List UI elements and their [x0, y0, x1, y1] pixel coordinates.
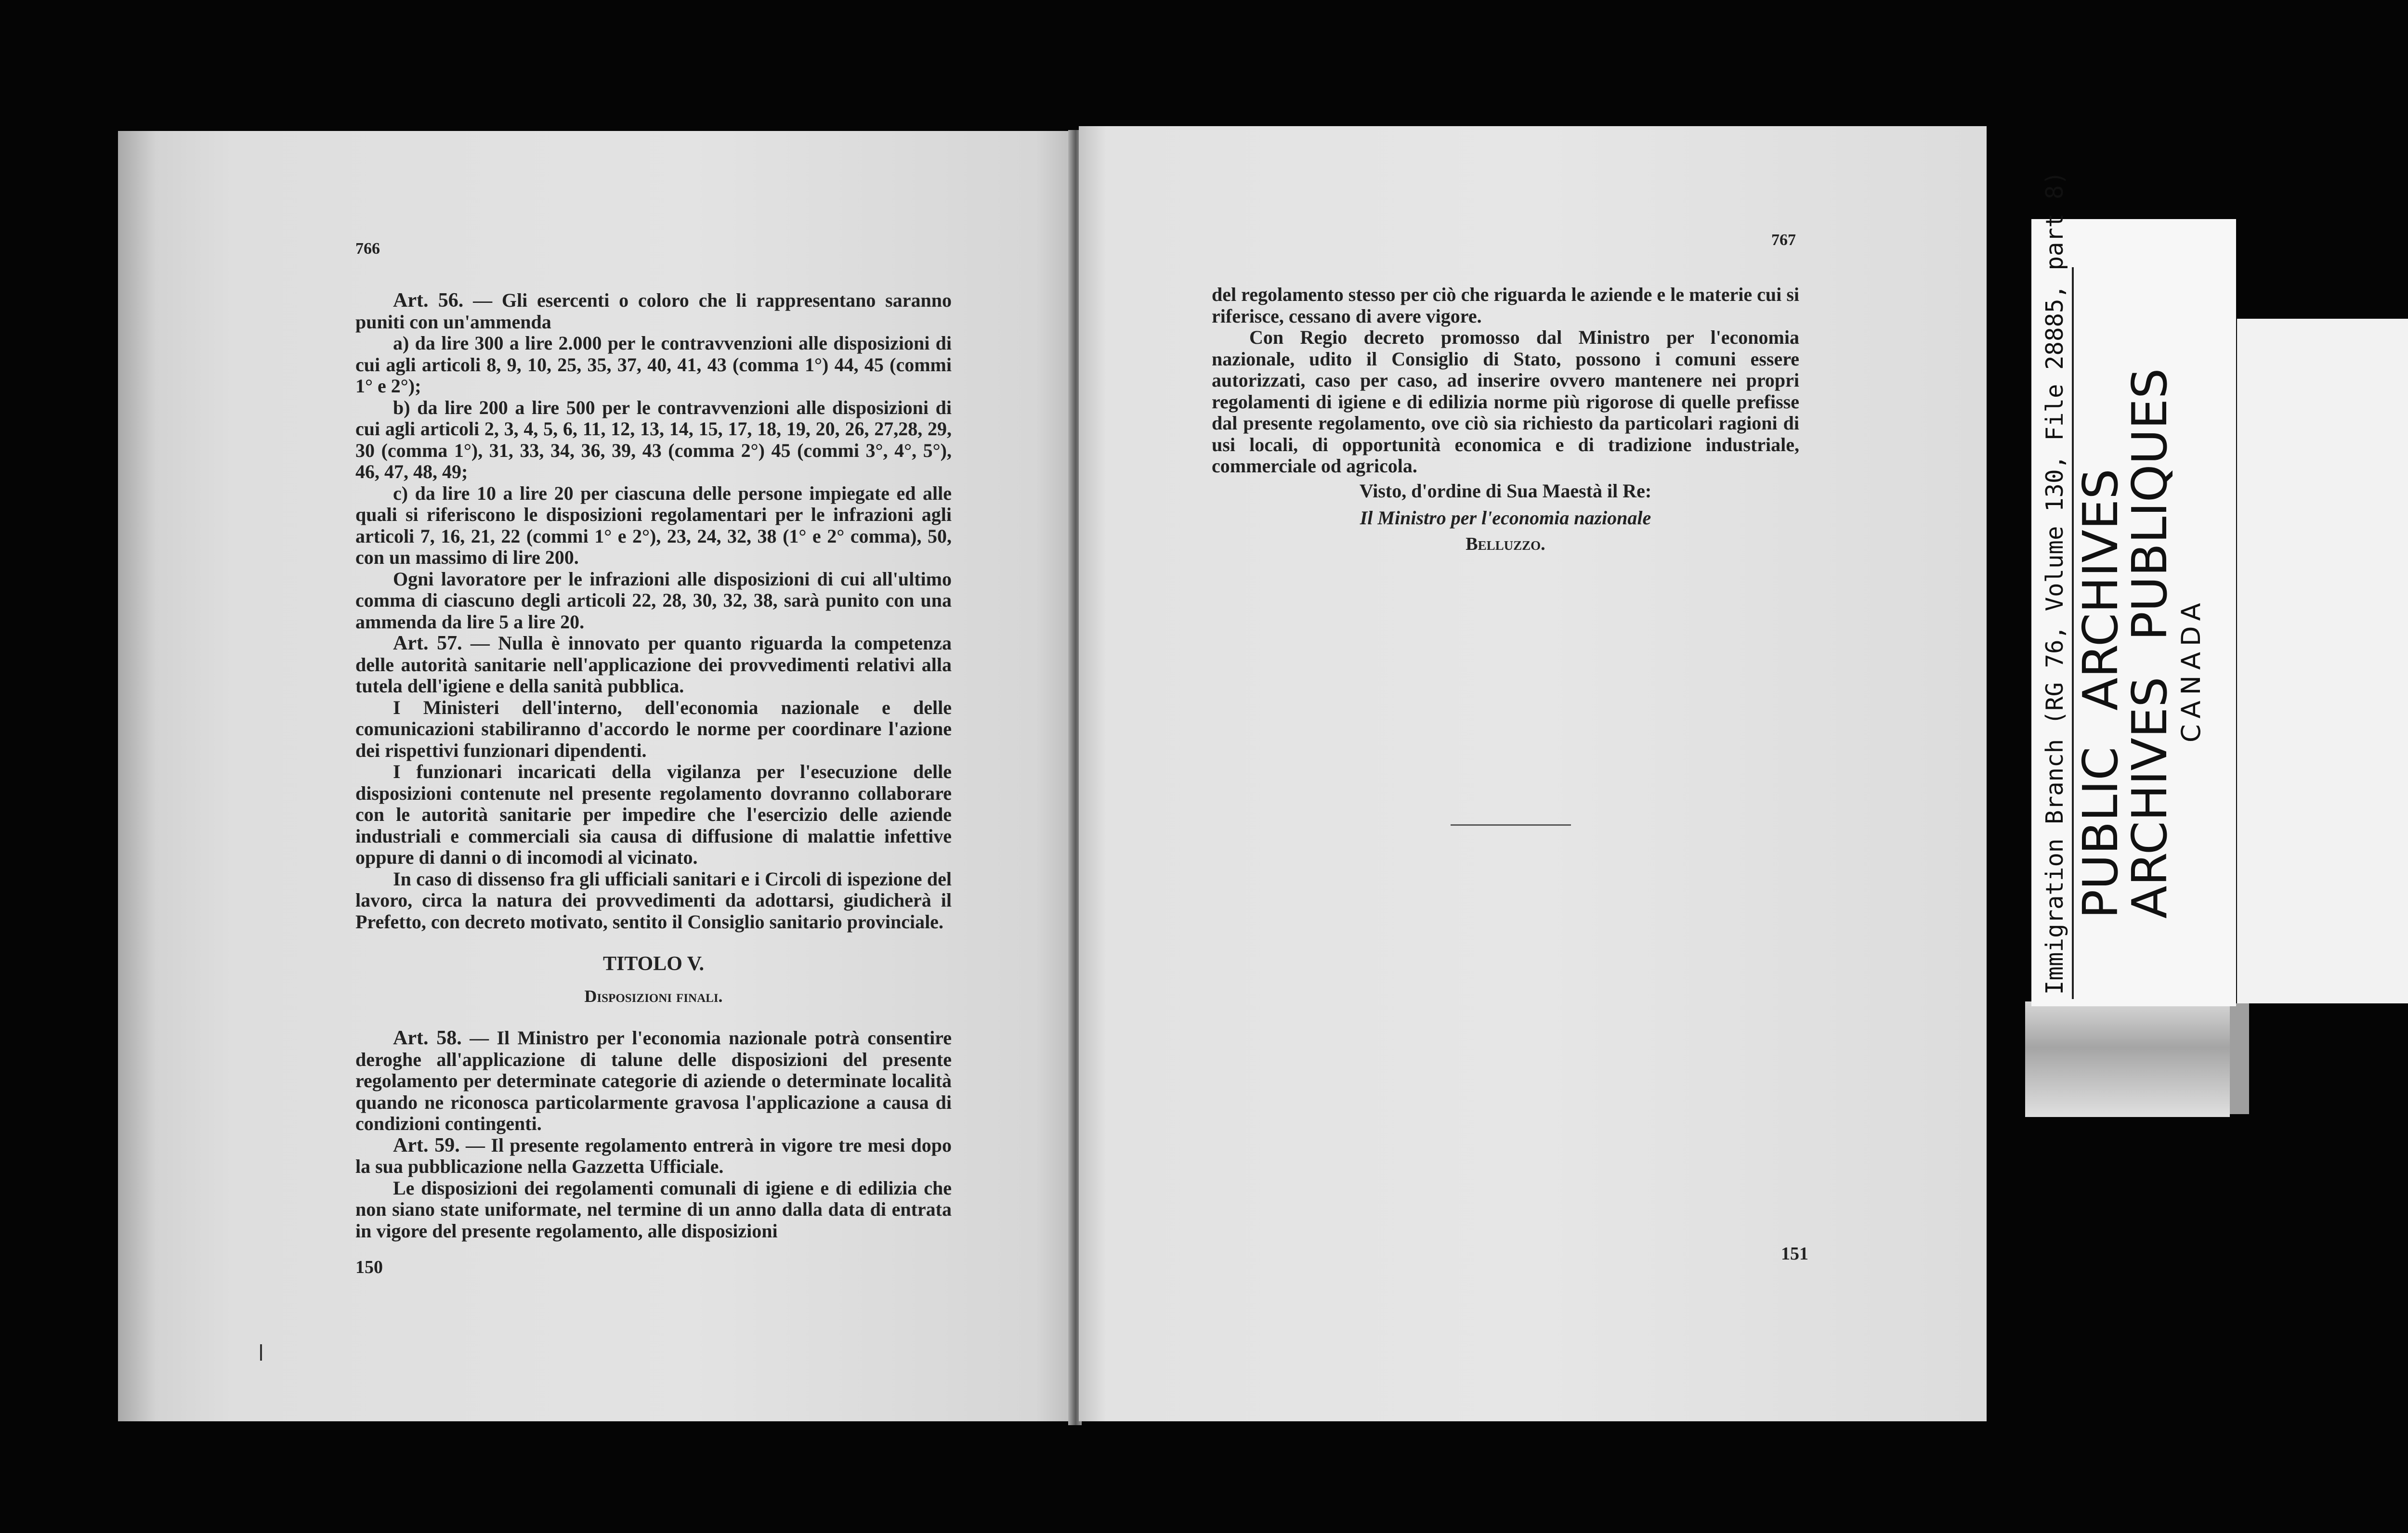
- paragraph: In caso di dissenso fra gli ufficiali sanitari e i Circoli di ispezione del lavoro, circa la natura dei provvedimenti da adottarsi, giudicherà il Prefetto, con decreto motivato, sentito il Consiglio sanitario provinciale.: [355, 868, 952, 933]
- margin-mark: [260, 1344, 262, 1361]
- article-text: — Il presente regolamento entrerà in vigore tre mesi dopo la sua pubblicazione nella Gazzetta Ufficiale.: [355, 1134, 952, 1177]
- article-58: [355, 1027, 952, 1135]
- end-rule: [1451, 824, 1571, 826]
- archive-reference: Immigration Branch (RG 76, Volume 130, File 28885, part 8): [2041, 170, 2068, 995]
- archive-label-word: PUBLIC: [2072, 746, 2129, 919]
- article-56: [355, 290, 952, 333]
- paragraph: I Ministeri dell'interno, dell'economia nazionale e delle comunicazioni stabiliranno d'accordo le norme per coordinare l'azione dei rispettivi funzionari dipendenti.: [355, 696, 952, 761]
- article-label: Art. 59.: [393, 1134, 460, 1156]
- archive-label-line-2: [2121, 368, 2178, 919]
- left-page-footer-number: 150: [355, 1257, 383, 1277]
- section-subtitle: Disposizioni finali.: [584, 987, 723, 1006]
- archive-label-backing: [2237, 319, 2408, 1003]
- right-page-body: [1212, 284, 1799, 477]
- left-page-header-number: 766: [355, 240, 380, 258]
- article-text: — Gli esercenti o coloro che li rappresentano saranno puniti con un'ammenda: [355, 289, 952, 333]
- article-57: [355, 633, 952, 697]
- article-text: — Nulla è innovato per quanto riguarda la competenza delle autorità sanitarie nell'applicazione dei provvedimenti relativi alla tutela dell'igiene e della sanità pubblica.: [355, 632, 952, 697]
- right-page-header-number: 767: [1771, 231, 1796, 249]
- minister-signature: Belluzzo.: [1466, 534, 1545, 554]
- article-label: Art. 56.: [393, 289, 464, 312]
- article-59: [355, 1135, 952, 1178]
- article-label: Art. 57.: [393, 632, 462, 654]
- archive-label-word: ARCHIVES: [2121, 676, 2178, 919]
- archive-label-line-1: [2072, 468, 2129, 919]
- archive-label-country: CANADA: [2176, 597, 2206, 742]
- paragraph: Ogni lavoratore per le infrazioni alle disposizioni di cui all'ultimo comma di ciascuno degli articoli 22, 28, 30, 32, 38, sarà punito con una ammenda da lire 5 a lire 20.: [355, 568, 952, 633]
- paragraph: c) da lire 10 a lire 20 per ciascuna delle persone impiegate ed alle quali si riferiscono le disposizioni regolamentari per le infrazioni agli articoli 7, 16, 21, 22 (commi 1° e 2°), 23, 24, 32, 38 (1° e 2° comma), 50, con un massimo di lire 200.: [355, 482, 952, 568]
- visto-line: Visto, d'ordine di Sua Maestà il Re:: [1359, 480, 1652, 502]
- paragraph: I funzionari incaricati della vigilanza per l'esecuzione delle disposizioni contenute nel presente regolamento dovranno collaborare con le autorità sanitarie per impedire che l'esercizio delle aziende industriali e commerciali sia causa di diffusione di malattie infettive oppure di danni o di incomodi al vicinato.: [355, 761, 952, 868]
- left-page-body-final: [355, 1027, 952, 1242]
- paragraph: Con Regio decreto promosso dal Ministro per l'economia nazionale, udito il Consiglio di Stato, possono i comuni essere autorizzati, caso per caso, ad inserire ovvero mantenere nei propri regolamenti di igiene e di edilizia norme più rigorose di quelle prefisse dal presente regolamento, ove ciò sia richiesto da particolari ragioni di usi locali, di opportunità economica e di tradizione industriale, commerciale od agricola.: [1212, 326, 1799, 477]
- archive-label-word: PUBLIQUES: [2121, 368, 2178, 641]
- archive-label-strip-edge: [2230, 1003, 2249, 1114]
- archive-label-strip: [2025, 1001, 2230, 1117]
- paragraph: del regolamento stesso per ciò che riguarda le aziende e le materie cui si riferisce, cessano di avere vigore.: [1212, 284, 1799, 327]
- left-page-body: [355, 290, 952, 933]
- paragraph: b) da lire 200 a lire 500 per le contravvenzioni alle disposizioni di cui agli articoli 2, 3, 4, 5, 6, 11, 12, 13, 14, 15, 17, 18, 19, 20, 26, 27,28, 29, 30 (comma 1°), 31, 33, 34, 36, 39, 43 (comma 2°) 45 (commi 3°, 4°, 5°), 46, 47, 48, 49;: [355, 396, 952, 482]
- paragraph: Le disposizioni dei regolamenti comunali di igiene e di edilizia che non siano state uniformate, nel termine di un anno dalla data di entrata in vigore del presente regolamento, alle disposizioni: [355, 1177, 952, 1242]
- article-label: Art. 58.: [393, 1027, 462, 1049]
- right-page-footer-number: 151: [1781, 1244, 1808, 1264]
- paragraph: a) da lire 300 a lire 2.000 per le contravvenzioni alle disposizioni di cui agli articoli 8, 9, 10, 25, 35, 37, 40, 41, 43 (comma 1°) 44, 45 (commi 1° e 2°);: [355, 332, 952, 397]
- section-title: TITOLO V.: [602, 953, 705, 975]
- article-text: — Il Ministro per l'economia nazionale potrà consentire deroghe all'applicazione di talune delle disposizioni del presente regolamento per determinate categorie di aziende o determinate località quando ne riconosca particolarmente gravosa l'applicazione a causa di condizioni contingenti.: [355, 1027, 952, 1134]
- minister-title: Il Ministro per l'economia nazionale: [1360, 507, 1651, 529]
- archive-label-word: ARCHIVES: [2072, 468, 2129, 711]
